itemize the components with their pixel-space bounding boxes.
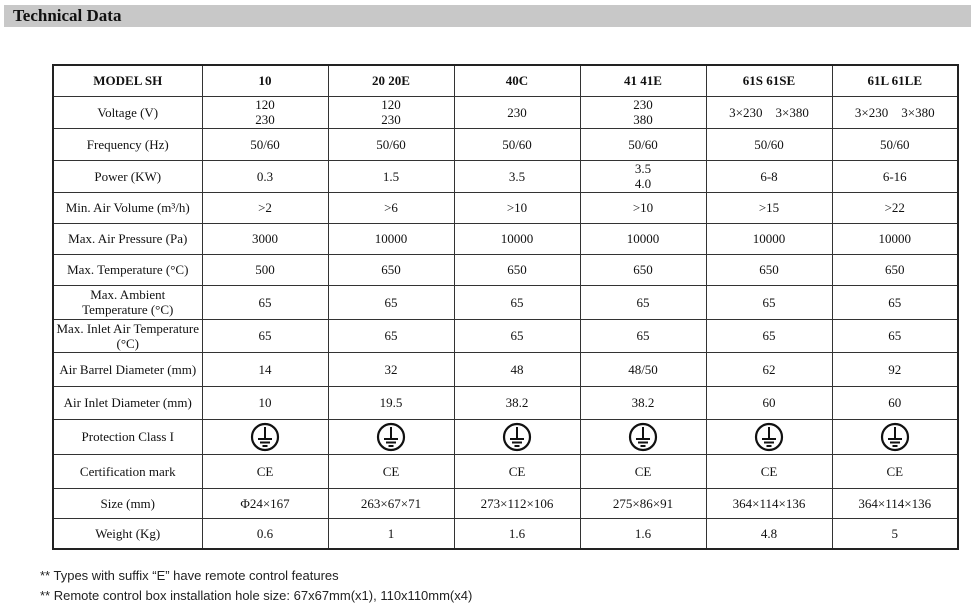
cell-value: 65 — [384, 328, 398, 343]
cell-value: >10 — [632, 200, 654, 215]
cell-value: 230 — [255, 112, 275, 127]
cell-value: 3000 — [252, 231, 278, 246]
cell-value: 650 — [759, 262, 779, 277]
table-cell — [202, 128, 328, 160]
cell-value: 10000 — [374, 231, 408, 246]
table-cell — [832, 386, 958, 419]
cell-value: 3.5 — [508, 168, 526, 184]
column-header: 61S 61SE — [706, 65, 832, 96]
table-cell — [202, 352, 328, 386]
cell-value: 10000 — [626, 231, 660, 246]
table-cell — [832, 223, 958, 254]
cell-value: 50/60 — [754, 136, 784, 152]
cell-value: 4.8 — [760, 525, 778, 541]
cell-value: 230 — [381, 112, 401, 127]
cell-value: 6-16 — [882, 168, 907, 184]
cell-value: >22 — [884, 200, 905, 215]
cell-value: 38.2 — [631, 395, 655, 410]
footnote: ** Types with suffix “E” have remote control features — [40, 568, 339, 583]
cell-value: 60 — [762, 395, 776, 410]
cell-value: 120 — [255, 97, 275, 112]
table-cell — [328, 96, 454, 128]
table-cell — [706, 386, 832, 419]
table-cell — [832, 128, 958, 160]
protection-class-cell — [832, 419, 958, 454]
table-header-row — [53, 65, 958, 96]
cell-value: 230 — [633, 97, 653, 112]
cell-value: 650 — [507, 262, 527, 277]
table-cell — [832, 285, 958, 319]
cell-value: 60 — [888, 395, 902, 410]
table-row — [53, 386, 958, 419]
table-cell — [202, 454, 328, 488]
cell-value: 65 — [762, 294, 776, 310]
row-label: Certification mark — [53, 454, 202, 488]
cell-value: 10 — [258, 395, 272, 410]
protective-earth-icon — [628, 422, 658, 452]
table-cell — [706, 223, 832, 254]
table-cell — [580, 454, 706, 488]
table-cell — [328, 223, 454, 254]
protective-earth-icon — [376, 422, 406, 452]
cell-value: 10000 — [500, 231, 534, 246]
table-row — [53, 518, 958, 549]
row-label: Air Barrel Diameter (mm) — [53, 352, 202, 386]
cell-value: 48 — [510, 361, 524, 377]
cell-value: 50/60 — [502, 136, 532, 152]
cell-value: 5 — [891, 525, 898, 541]
cell-value: 32 — [384, 361, 398, 377]
table-cell — [580, 285, 706, 319]
table-cell — [202, 285, 328, 319]
column-header: 10 — [202, 65, 328, 96]
table-cell — [328, 386, 454, 419]
table-cell — [832, 96, 958, 128]
table-cell — [454, 160, 580, 192]
table-cell — [706, 454, 832, 488]
table-cell — [454, 352, 580, 386]
cell-value: CE — [634, 463, 652, 479]
cell-value: 275×86×91 — [612, 495, 674, 511]
table-cell — [580, 352, 706, 386]
cell-value: >10 — [506, 200, 528, 215]
cell-value: >2 — [258, 200, 272, 215]
table-cell — [328, 128, 454, 160]
column-header-model: MODEL SH — [53, 65, 202, 96]
table-cell — [580, 319, 706, 352]
technical-data-table — [52, 64, 959, 550]
table-cell — [832, 254, 958, 285]
table-cell — [202, 254, 328, 285]
table-cell — [580, 128, 706, 160]
column-header: 20 20E — [328, 65, 454, 96]
table-cell — [832, 192, 958, 223]
row-label: Frequency (Hz) — [53, 128, 202, 160]
protective-earth-icon — [754, 422, 784, 452]
cell-value: 650 — [633, 262, 653, 277]
protection-class-cell — [202, 419, 328, 454]
cell-value: 4.0 — [634, 176, 652, 191]
cell-value: 65 — [510, 294, 524, 310]
table-cell — [706, 319, 832, 352]
row-label: Weight (Kg) — [53, 518, 202, 549]
row-label: Voltage (V) — [53, 96, 202, 128]
row-label: Air Inlet Diameter (mm) — [53, 386, 202, 419]
table-row — [53, 419, 958, 454]
cell-value: 364×114×136 — [858, 495, 932, 511]
table-cell — [832, 319, 958, 352]
table-cell — [202, 96, 328, 128]
cell-value: 0.6 — [256, 525, 274, 541]
table-cell — [706, 285, 832, 319]
row-label: Size (mm) — [53, 488, 202, 518]
cell-value: 650 — [885, 262, 905, 277]
table-cell — [328, 160, 454, 192]
cell-value: 380 — [633, 112, 653, 127]
table-cell — [454, 518, 580, 549]
table-cell — [454, 96, 580, 128]
table-cell — [580, 160, 706, 192]
table-row — [53, 488, 958, 518]
protective-earth-icon — [502, 422, 532, 452]
table-cell — [328, 488, 454, 518]
cell-value: 92 — [888, 361, 902, 377]
cell-value: CE — [508, 463, 526, 479]
cell-value: 230 — [507, 104, 527, 120]
table-cell — [328, 319, 454, 352]
table-cell — [580, 488, 706, 518]
column-header: 40C — [454, 65, 580, 96]
table-cell — [832, 160, 958, 192]
table-cell — [454, 128, 580, 160]
column-header: 41 41E — [580, 65, 706, 96]
cell-value: CE — [256, 463, 274, 479]
table-cell — [454, 386, 580, 419]
protection-class-cell — [706, 419, 832, 454]
cell-value: 48/50 — [628, 361, 658, 377]
cell-value: 50/60 — [879, 136, 910, 152]
cell-value: 65 — [636, 328, 650, 343]
cell-value: 10000 — [752, 231, 786, 246]
row-label: Power (KW) — [53, 160, 202, 192]
cell-value: 273×112×106 — [480, 495, 554, 511]
cell-value: 65 — [888, 328, 902, 343]
protection-class-cell — [328, 419, 454, 454]
cell-value: 50/60 — [628, 136, 658, 152]
table-cell — [832, 488, 958, 518]
table-row — [53, 160, 958, 192]
table-cell — [706, 488, 832, 518]
table-cell — [706, 96, 832, 128]
cell-value: 65 — [258, 328, 272, 343]
table-row — [53, 254, 958, 285]
table-row — [53, 192, 958, 223]
cell-value: 0.3 — [256, 168, 274, 184]
table-cell — [202, 386, 328, 419]
table-cell — [202, 223, 328, 254]
cell-value: 65 — [888, 294, 902, 310]
cell-value: 3×230 3×380 — [729, 104, 809, 120]
table-row — [53, 319, 958, 352]
cell-value: 50/60 — [376, 136, 406, 152]
cell-value: 19.5 — [379, 395, 403, 410]
cell-value: 1 — [387, 525, 395, 541]
cell-value: >15 — [758, 200, 780, 215]
table-cell — [706, 518, 832, 549]
column-header: 61L 61LE — [832, 65, 958, 96]
footnote: ** Remote control box installation hole size: 67x67mm(x1), 110x110mm(x4) — [40, 588, 473, 603]
table-cell — [832, 352, 958, 386]
row-label: Max. Ambient Temperature (°C) — [53, 285, 202, 319]
table-cell — [580, 386, 706, 419]
table-cell — [580, 223, 706, 254]
cell-value: 62 — [762, 361, 776, 377]
table-cell — [328, 518, 454, 549]
table-row — [53, 223, 958, 254]
row-label: Min. Air Volume (m³/h) — [53, 192, 202, 223]
section-title: Technical Data — [13, 6, 122, 25]
cell-value: 65 — [510, 328, 524, 343]
table-cell — [328, 192, 454, 223]
table-cell — [328, 254, 454, 285]
table-cell — [454, 319, 580, 352]
protection-class-cell — [580, 419, 706, 454]
table-row — [53, 352, 958, 386]
table-cell — [454, 223, 580, 254]
table-cell — [328, 352, 454, 386]
cell-value: 65 — [762, 328, 776, 343]
table-cell — [328, 454, 454, 488]
table-row — [53, 454, 958, 488]
cell-value: 65 — [636, 294, 650, 310]
table-cell — [454, 254, 580, 285]
section-header-bar — [4, 5, 971, 27]
table-cell — [202, 319, 328, 352]
table-cell — [328, 285, 454, 319]
table-cell — [832, 454, 958, 488]
protective-earth-icon — [250, 422, 280, 452]
row-label: Max. Air Pressure (Pa) — [53, 223, 202, 254]
cell-value: 65 — [258, 294, 272, 310]
table-cell — [580, 518, 706, 549]
cell-value: 1.5 — [382, 168, 400, 184]
cell-value: 1.6 — [508, 525, 526, 541]
table-cell — [202, 518, 328, 549]
protective-earth-icon — [880, 422, 910, 452]
row-label: Protection Class I — [53, 419, 202, 454]
cell-value: 500 — [255, 262, 275, 277]
cell-value: >6 — [384, 200, 398, 215]
table-row — [53, 285, 958, 319]
table-cell — [706, 254, 832, 285]
table-cell — [706, 160, 832, 192]
cell-value: 3×230 3×380 — [854, 104, 935, 120]
table-cell — [580, 96, 706, 128]
table-cell — [454, 192, 580, 223]
cell-value: 38.2 — [505, 395, 529, 410]
cell-value: CE — [886, 463, 904, 479]
row-label: Max. Inlet Air Temperature (°C) — [53, 319, 202, 352]
row-label: Max. Temperature (°C) — [53, 254, 202, 285]
cell-value: Φ24×167 — [240, 495, 290, 511]
table-cell — [580, 254, 706, 285]
cell-value: 263×67×71 — [360, 495, 422, 511]
cell-value: 3.5 — [634, 161, 652, 176]
cell-value: 50/60 — [250, 136, 280, 152]
table-cell — [706, 192, 832, 223]
cell-value: 6-8 — [760, 168, 778, 184]
cell-value: 10000 — [878, 231, 911, 246]
cell-value: CE — [760, 463, 778, 479]
table-cell — [202, 488, 328, 518]
protection-class-cell — [454, 419, 580, 454]
table-cell — [832, 518, 958, 549]
footnotes — [40, 566, 472, 606]
table-cell — [706, 128, 832, 160]
table-cell — [202, 160, 328, 192]
cell-value: CE — [382, 463, 400, 479]
cell-value: 65 — [384, 294, 398, 310]
cell-value: 364×114×136 — [732, 495, 806, 511]
table-cell — [454, 285, 580, 319]
cell-value: 14 — [258, 361, 272, 377]
table-cell — [706, 352, 832, 386]
table-cell — [454, 488, 580, 518]
cell-value: 1.6 — [634, 525, 652, 541]
table-row — [53, 96, 958, 128]
cell-value: 120 — [381, 97, 401, 112]
table-cell — [202, 192, 328, 223]
cell-value: 650 — [381, 262, 401, 277]
table-cell — [580, 192, 706, 223]
table-cell — [454, 454, 580, 488]
table-row — [53, 128, 958, 160]
